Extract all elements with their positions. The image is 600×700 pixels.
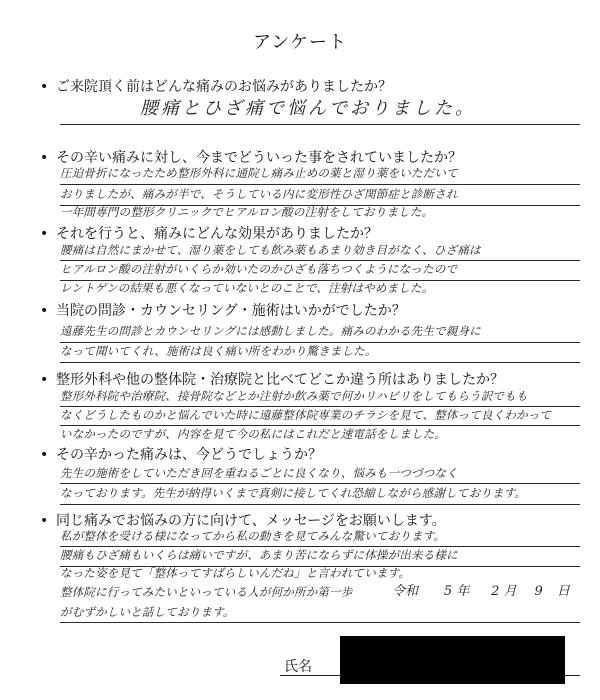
bullet-icon: • [40,226,49,242]
answer-rule [60,362,580,363]
answer-2-line-1: 圧迫骨折になったため整形外科に通院し痛み止めの薬と湿り薬をいただいて [60,166,458,180]
answer-6-line-2: なっております。先生が納得いくまで真剣に接してくれ恐縮しながら感謝しております。 [60,486,527,500]
answer-4-line-2: なって聞いてくれ、施術は良く痛い所をわかり驚きました。 [60,344,377,358]
answer-3-line-3: レントゲンの結果も悪くなっていないとのことで、注射はやめました。 [60,281,434,295]
question-1: • ご来院頂く前はどんな痛みのお悩みがありましたか？ [40,79,392,95]
date-day-unit: 日 [556,584,570,599]
answer-6-line-1: 先生の施術をしていただき回を重ねるごとに良くなり、悩みも一つづつなく [60,466,458,480]
question-2: • その辛い痛みに対し、今までどういった事をされていましたか？ [40,150,462,166]
answer-4-line-1: 遠藤先生の問診とカウンセリングには感動しました。痛みのわかる先生で親身に [60,324,481,338]
bullet-icon: • [40,150,49,166]
date-field [392,580,582,599]
date-era: 令和 [392,584,419,599]
bullet-icon: • [40,447,49,463]
answer-rule [60,504,580,505]
answer-3-line-2: ヒアルロン酸の注射がいくらか効いたのかひざも落ちつくようになったので [60,262,458,276]
bullet-icon: • [40,303,49,319]
answer-2-line-3: 一年間専門の整形クリニックでヒアルロン酸の注射をしておりました。 [60,205,434,219]
answer-5-line-2: なくどうしたものかと悩んでいた時に遠藤整体院専業のチラシを見て、整体って良くわかって [60,408,552,422]
question-5: • 整形外科や他の整体院・治療院と比べてどこか違う所はありましたか？ [40,372,504,388]
date-month-unit: 月 [503,584,517,599]
date-day: 9 [534,584,543,599]
question-7: • 同じ痛みでお悩みの方に向けて、メッセージをお願いします。 [40,513,446,529]
answer-3-line-1: 腰痛は自然にまかせて、湿り薬をしても飲み薬もあまり効き目がなく、ひざ痛は [60,243,481,257]
answer-rule [60,124,580,125]
bullet-icon: • [40,79,49,95]
answer-5-line-3: いなかったのですが、内容を見て今の私にはこれだと速電話をしました。 [60,427,447,441]
redacted-name-box [340,636,565,684]
date-month: 2 [491,584,500,599]
answer-2-line-2: おりましたが、痛みが半で、そうしている内に変形性ひざ関節症と診断され [60,187,458,201]
answer-rule [60,406,580,407]
question-3: • それを行うと、痛みにどんな効果がありましたか？ [40,226,378,242]
date-year: 5 [443,584,453,599]
answer-7-line-5: がむずかしいと話しております。 [60,605,235,619]
answer-1-line-1: 腰痛とひざ痛で悩んでおりました。 [140,98,476,119]
bullet-icon: • [40,513,49,529]
question-6: • その辛かった痛みは、今どうでしょうか？ [40,447,322,463]
answer-7-line-1: 私が整体を受ける様になってから私の動きを見てみんな驚いております。 [60,529,446,543]
answer-rule [60,425,580,426]
answer-7-line-4: 整体院に行ってみたいといっている人が何か所か第一歩 [60,585,353,599]
answer-rule [60,622,580,623]
name-label: 氏名 [284,659,312,675]
answer-rule [60,546,580,547]
answer-rule [60,260,580,261]
answer-rule [60,342,580,343]
answer-7-line-3: なった姿を見て「整体ってすばらしいんだね」と言われています。 [60,566,411,580]
answer-rule [60,184,580,185]
page-title: アンケート [253,32,347,53]
bullet-icon: • [40,372,49,388]
answer-rule [60,483,580,484]
answer-5-line-1: 整形外科院や治療院、接骨院などとか注射か飲み薬で何かリハビリをしてもらう訳でもも [60,389,528,403]
date-year-unit: 年 [456,584,470,599]
question-4: • 当院の問診・カウンセリング・施術はいかがでしたか？ [40,303,406,319]
answer-7-line-2: 腰痛もひざ痛もいくらは痛いですが、あまり苦にならずに体操が出来る様に [60,548,458,562]
